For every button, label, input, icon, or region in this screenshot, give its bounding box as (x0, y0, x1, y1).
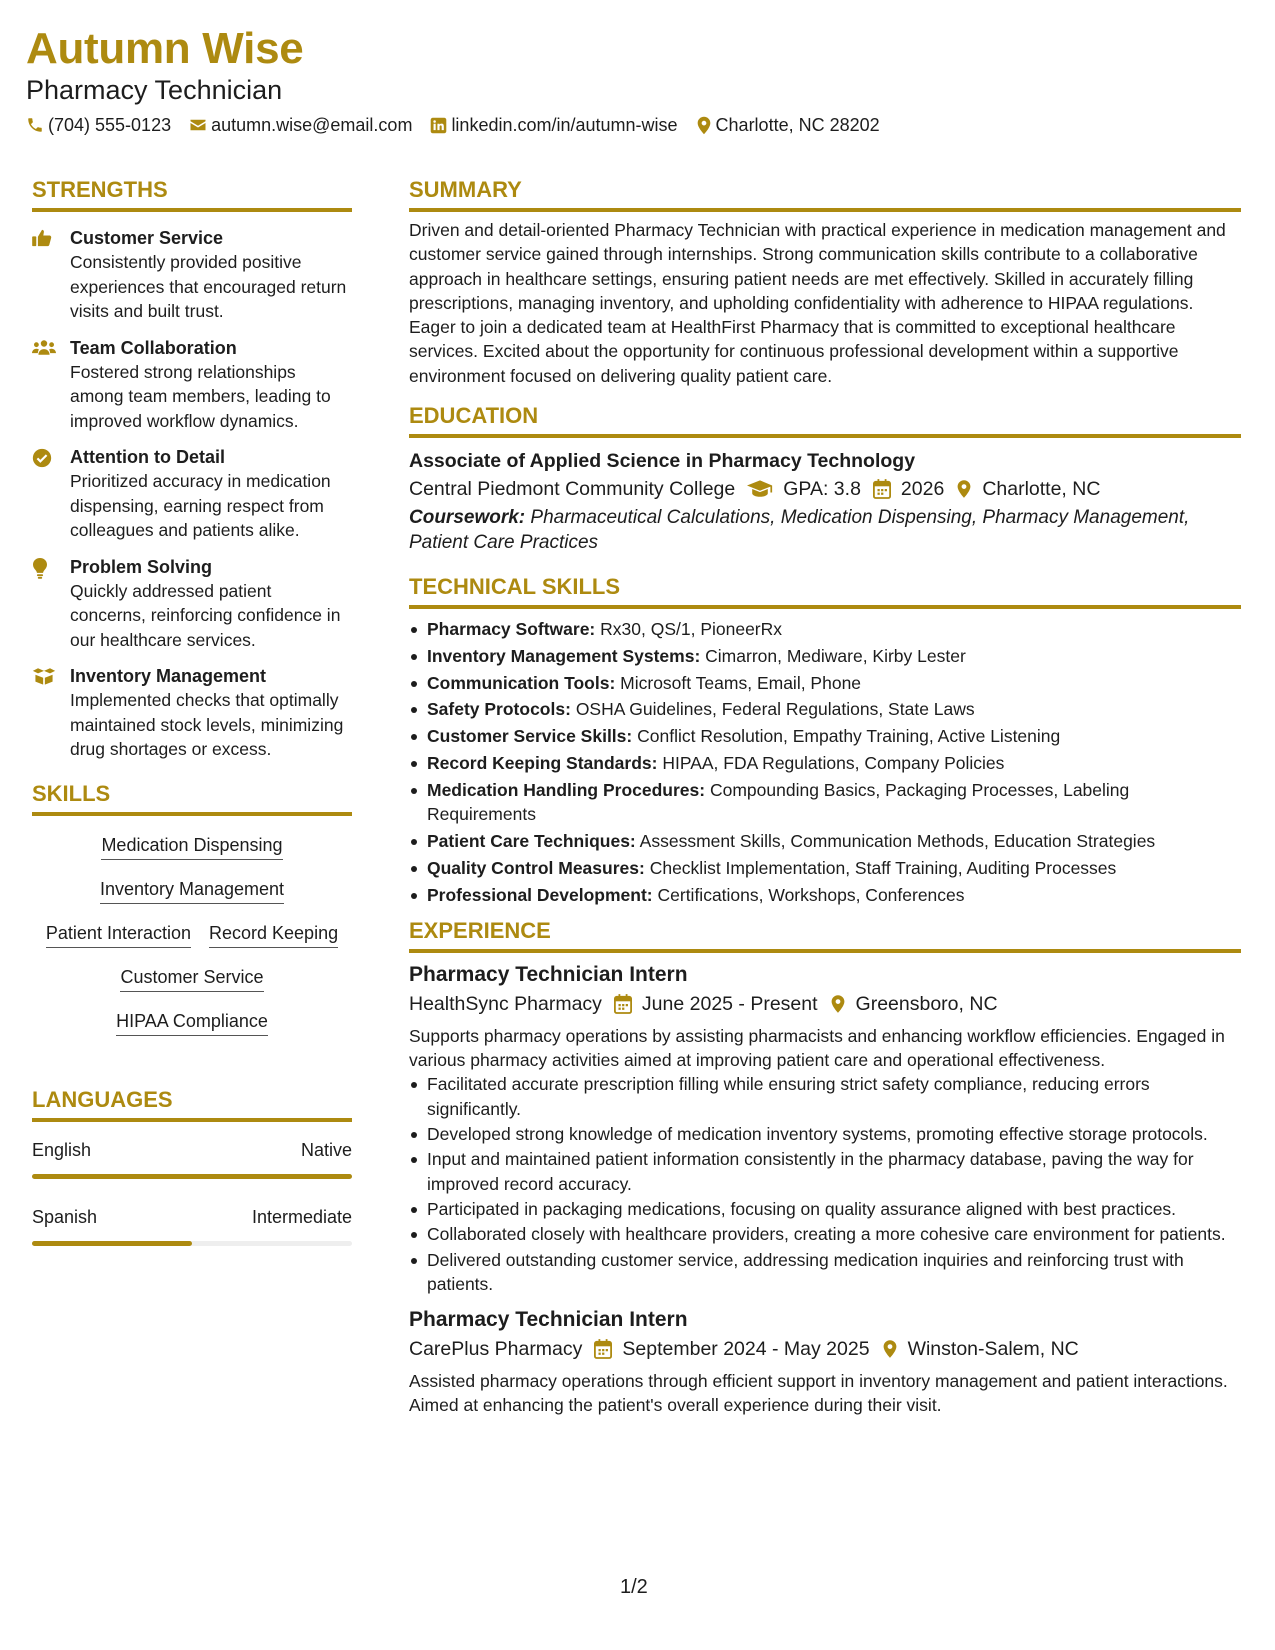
languages-heading: LANGUAGES (32, 1086, 352, 1122)
strength-title: Inventory Management (70, 666, 267, 686)
list-item: Input and maintained patient information consistently in the pharmacy database, paving the way for improved record accuracy. (427, 1147, 1241, 1196)
strength-desc: Fostered strong relationships among team members, leading to improved workflow dynamics. (70, 361, 331, 431)
skill-label: Customer Service Skills: (427, 726, 633, 747)
strength-item (32, 336, 352, 434)
calendar-icon (594, 1339, 612, 1359)
list-item (427, 724, 1241, 748)
list-item: Collaborated closely with healthcare providers, creating a more cohesive care environment for patients. (427, 1222, 1241, 1246)
job-dates: September 2024 - May 2025 (622, 1338, 870, 1361)
skill-tag: Inventory Management (100, 877, 284, 904)
technical-skills-section (409, 573, 1241, 907)
summary-text: Driven and detail-oriented Pharmacy Technician with practical experience in medication management and customer service gained through internships. Strong communication skills contribute to a collaborative approach in healthcare settings, ensuring patient needs are met effectively. Skilled in accurately filling prescriptions, managing inventory, and upholding confidentiality with adherence to HIPAA regulations. Eager to join a dedicated team at HealthFirst Pharmacy that is committed to exceptional healthcare services. Excited about the opportunity for continuous professional development within a supportive environment focused on delivering quality patient care. (409, 220, 1226, 386)
experience-section (409, 917, 1241, 1418)
job-title: Pharmacy Technician Intern (409, 962, 688, 986)
contact-linkedin[interactable] (430, 113, 677, 137)
strength-desc: Implemented checks that optimally maintained stock levels, minimizing drug shortages or excess. (70, 690, 344, 759)
coursework (409, 506, 1241, 555)
thumbs-up-icon (32, 229, 52, 247)
language-name: English (32, 1139, 92, 1160)
phone-icon (26, 116, 44, 134)
skill-tag: HIPAA Compliance (116, 1009, 268, 1036)
language-bar (32, 1241, 352, 1246)
skills-heading: SKILLS (32, 780, 352, 816)
box-icon (32, 667, 56, 685)
contact-bar (26, 113, 898, 137)
job-location: Greensboro, NC (855, 992, 998, 1015)
language-level: Intermediate (251, 1206, 352, 1227)
language-item (32, 1138, 352, 1179)
skill-value: Compounding Basics, Packaging Processes, Labeling Requirements (427, 779, 1130, 825)
list-item: Facilitated accurate prescription filling while ensuring strict safety compliance, reducing errors significantly. (427, 1072, 1241, 1121)
job-dates: June 2025 - Present (641, 992, 818, 1015)
skill-tag: Record Keeping (209, 921, 338, 948)
strength-title: Customer Service (70, 228, 224, 248)
language-item (32, 1205, 352, 1246)
list-item (427, 778, 1241, 827)
job-meta (409, 1334, 1241, 1364)
skill-label: Patient Care Techniques: (427, 830, 636, 851)
education-heading: EDUCATION (409, 402, 1241, 438)
language-bar (32, 1174, 352, 1179)
strengths-heading: STRENGTHS (32, 176, 352, 212)
calendar-icon (873, 479, 891, 499)
job-bullets (409, 1072, 1241, 1296)
envelope-icon (189, 116, 207, 134)
strengths-list (32, 226, 352, 762)
list-item (427, 751, 1241, 775)
job-description: Supports pharmacy operations by assisting pharmacists and enhancing workflow efficiencies. Engaged in various pharmacy activities aimed at improving patient care and operational effectiveness. (409, 1025, 1225, 1071)
candidate-headline: Pharmacy Technician (26, 75, 283, 105)
company-name: HealthSync Pharmacy (409, 992, 602, 1015)
phone-text: (704) 555-0123 (48, 115, 172, 135)
skill-label: Pharmacy Software: (427, 619, 596, 640)
list-item: Delivered outstanding customer service, addressing medication inquiries and reinforcing trust with patients. (427, 1248, 1241, 1297)
linkedin-icon (430, 117, 447, 134)
page-number: 1/2 (620, 1576, 648, 1598)
technical-skills-list (409, 617, 1241, 907)
strength-desc: Quickly addressed patient concerns, reinforcing confidence in our healthcare services. (70, 580, 341, 650)
company-name: CarePlus Pharmacy (409, 1338, 583, 1361)
language-bar-fill (32, 1174, 352, 1179)
skill-label: Record Keeping Standards: (427, 753, 658, 774)
skills-tags (32, 826, 352, 1046)
education-year: 2026 (900, 478, 945, 501)
skill-value: Conflict Resolution, Empathy Training, Active Listening (637, 726, 1061, 747)
candidate-name: Autumn Wise (26, 24, 304, 73)
job-description: Assisted pharmacy operations through efficient support in inventory management and patient interactions. Aimed at enhancing the patient's overall experience during their visit. (409, 1371, 1228, 1416)
job-title: Pharmacy Technician Intern (409, 1308, 688, 1332)
skill-value: HIPAA, FDA Regulations, Company Policies (662, 753, 1005, 774)
contact-phone (26, 113, 171, 137)
job-location: Winston-Salem, NC (907, 1338, 1079, 1361)
education-location: Charlotte, NC (982, 478, 1101, 501)
linkedin-text: linkedin.com/in/autumn-wise (451, 115, 678, 135)
contact-email[interactable] (189, 113, 412, 137)
list-item (427, 671, 1241, 695)
check-circle-icon (32, 448, 52, 468)
coursework-label: Coursework: (409, 507, 526, 529)
degree-title: Associate of Applied Science in Pharmacy Technology (409, 450, 916, 473)
lightbulb-icon (32, 558, 48, 579)
list-item (427, 697, 1241, 721)
language-name: Spanish (32, 1206, 98, 1227)
list-item: Participated in packaging medications, focusing on quality assurance aligned with best practices. (427, 1197, 1241, 1221)
skill-tag: Patient Interaction (46, 921, 191, 948)
strength-item (32, 445, 352, 543)
skill-value: Rx30, QS/1, PioneerRx (600, 619, 783, 640)
language-level: Native (300, 1139, 352, 1160)
list-item (427, 644, 1241, 668)
skill-label: Medication Handling Procedures: (427, 779, 706, 800)
graduation-cap-icon (747, 480, 773, 498)
strength-item (32, 226, 352, 324)
technical-skills-heading: TECHNICAL SKILLS (409, 573, 1241, 609)
experience-heading: EXPERIENCE (409, 917, 1241, 953)
contact-location (696, 113, 880, 137)
skills-section (32, 780, 352, 1046)
email-text: autumn.wise@email.com (211, 115, 413, 135)
skill-label: Professional Development: (427, 884, 653, 905)
strength-item (32, 555, 352, 653)
skill-value: Certifications, Workshops, Conferences (657, 884, 965, 905)
left-column (32, 176, 352, 1246)
strength-item (32, 664, 352, 762)
strength-desc: Consistently provided positive experiences that encouraged return visits and built trust. (70, 252, 347, 321)
gpa-text: GPA: 3.8 (783, 478, 861, 501)
location-text: Charlotte, NC 28202 (715, 115, 880, 135)
list-item: Developed strong knowledge of medication inventory systems, promoting effective storage protocols. (427, 1122, 1241, 1146)
right-column (409, 176, 1241, 1418)
strength-title: Team Collaboration (70, 337, 237, 358)
map-pin-icon (830, 994, 846, 1014)
education-meta (409, 474, 1241, 504)
skill-value: Microsoft Teams, Email, Phone (620, 672, 862, 693)
skill-value: Assessment Skills, Communication Methods, Education Strategies (639, 830, 1156, 851)
skill-value: OSHA Guidelines, Federal Regulations, State Laws (575, 699, 975, 720)
list-item (427, 617, 1241, 641)
job-meta (409, 989, 1241, 1019)
list-item (427, 883, 1241, 907)
map-pin-icon (696, 116, 712, 135)
skill-value: Cimarron, Mediware, Kirby Lester (705, 645, 966, 666)
education-section (409, 402, 1241, 555)
skill-tag: Medication Dispensing (101, 833, 282, 860)
skill-label: Inventory Management Systems: (427, 645, 701, 666)
list-item (427, 829, 1241, 853)
strength-title: Attention to Detail (70, 447, 225, 467)
school-name: Central Piedmont Community College (409, 478, 736, 501)
calendar-icon (614, 994, 632, 1014)
strength-desc: Prioritized accuracy in medication dispensing, earning respect from colleagues and patients alike. (70, 471, 331, 540)
map-pin-icon (882, 1339, 898, 1359)
skill-label: Quality Control Measures: (427, 857, 645, 878)
languages-section (32, 1086, 352, 1246)
map-pin-icon (956, 479, 972, 499)
coursework-text: Pharmaceutical Calculations, Medication Dispensing, Pharmacy Management, Patient Care Practices (409, 507, 1190, 553)
strength-title: Problem Solving (70, 556, 213, 577)
skill-label: Communication Tools: (427, 672, 616, 693)
skill-label: Safety Protocols: (427, 699, 571, 720)
summary-heading: SUMMARY (409, 176, 1241, 212)
skill-value: Checklist Implementation, Staff Training, Auditing Processes (649, 857, 1117, 878)
list-item (427, 856, 1241, 880)
skill-tag: Customer Service (120, 965, 263, 992)
language-bar-fill (32, 1241, 192, 1246)
users-icon (32, 339, 56, 356)
